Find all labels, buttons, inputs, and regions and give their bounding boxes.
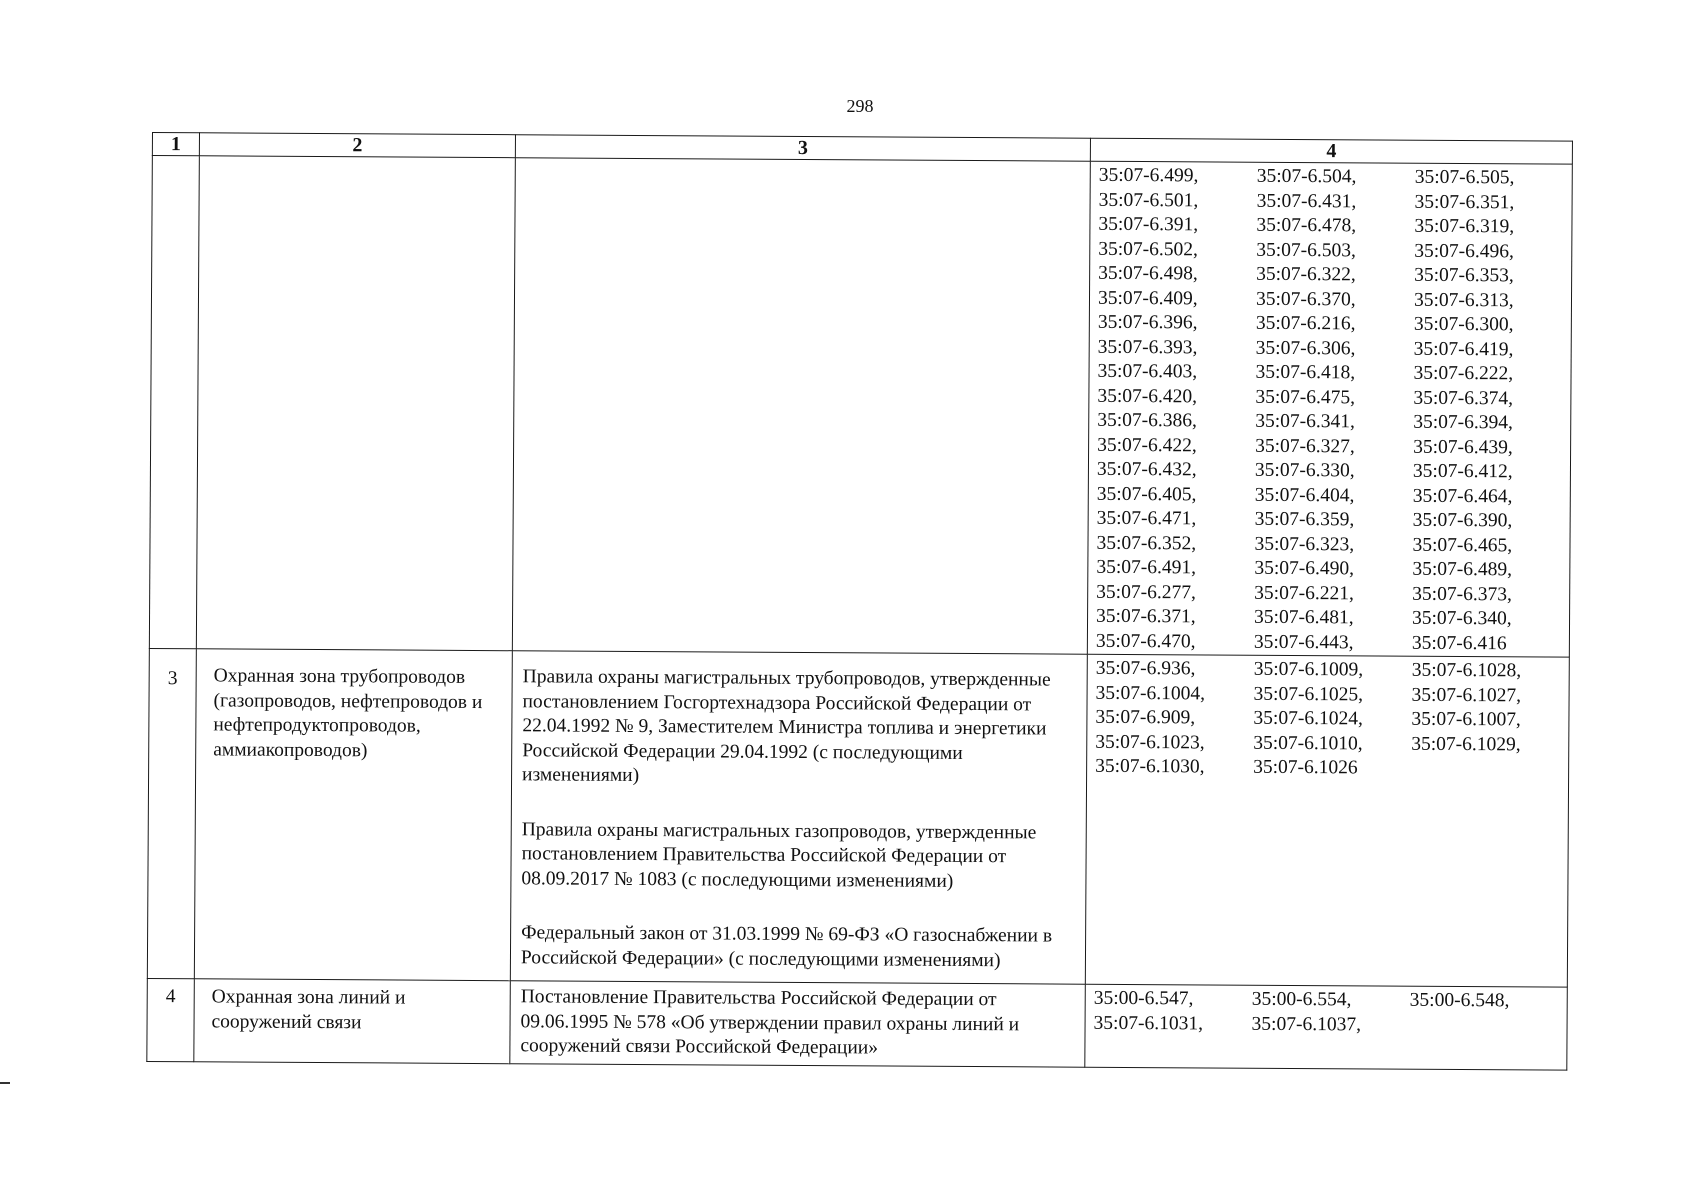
cadastral-code: 35:07-6.475, (1255, 386, 1356, 408)
cadastral-code: 35:07-6.432, (1096, 458, 1197, 481)
header-col-1: 1 (152, 133, 199, 156)
cadastral-code: 35:00-6.548, (1409, 989, 1510, 1012)
cadastral-code: 35:07-6.353, (1414, 264, 1514, 287)
cadastral-code: 35:07-6.936, (1095, 657, 1196, 680)
cadastral-code: 35:07-6.371, (1095, 605, 1196, 628)
cadastral-code: 35:07-6.323, (1254, 533, 1355, 555)
cadastral-code: 35:07-6.1029, (1411, 733, 1521, 755)
cadastral-code: 35:07-6.431, (1256, 190, 1357, 212)
row-number: 3 (147, 648, 196, 978)
cadastral-code: 35:07-6.491, (1096, 556, 1197, 579)
cadastral-code: 35:07-6.396, (1097, 311, 1198, 334)
cadastral-code: 35:07-6.490, (1254, 557, 1355, 580)
cadastral-code (1409, 1013, 1567, 1038)
cadastral-code: 35:07-6.504, (1256, 165, 1357, 188)
cadastral-code: 35:07-6.327, (1255, 435, 1355, 457)
cadastral-code: 35:07-6.1010, (1253, 732, 1363, 754)
zone-codes (1085, 654, 1569, 987)
page-number: 298 (846, 96, 874, 116)
cadastral-code: 35:07-6.1027, (1411, 684, 1522, 706)
cadastral-code: 35:07-6.394, (1413, 411, 1513, 434)
cadastral-code: 35:07-6.222, (1413, 362, 1514, 385)
cadastral-code: 35:07-6.489, (1412, 558, 1513, 581)
header-col-3: 3 (515, 135, 1090, 162)
codes-grid (1096, 164, 1568, 657)
cadastral-code: 35:07-6.1026 (1253, 756, 1358, 779)
cadastral-code: 35:07-6.390, (1412, 509, 1513, 532)
zone-name: Охранная зона трубопроводов (газопроводов, нефтепроводов и нефтепродуктопроводов, аммиакопроводов) (194, 649, 512, 981)
rule-paragraph: Правила охраны магистральных газопроводов, утвержденные постановлением Правительства Российской Федерации от 08.09.2017 № 1083 (с последующими изменениями) (521, 818, 1037, 892)
cadastral-code: 35:07-6.1023, (1095, 731, 1205, 753)
cadastral-code: 35:07-6.1030, (1095, 755, 1205, 778)
cadastral-code: 35:07-6.373, (1412, 583, 1512, 605)
cadastral-code: 35:07-6.221, (1254, 582, 1354, 604)
cadastral-code: 35:07-6.1004, (1095, 682, 1206, 704)
cadastral-code: 35:00-6.547, (1093, 987, 1194, 1010)
cadastral-code: 35:07-6.1031, (1093, 1012, 1204, 1034)
rule-paragraph: Постановление Правительства Российской Федерации от 09.06.1995 № 578 «Об утверждении правил охраны линий и сооружений связи Российской Федерации» (520, 986, 1020, 1059)
cadastral-code: 35:07-6.370, (1255, 288, 1356, 310)
cadastral-code: 35:07-6.391, (1098, 213, 1199, 236)
cadastral-code: 35:07-6.330, (1254, 459, 1355, 482)
cadastral-code: 35:07-6.412, (1412, 460, 1513, 483)
zone-rules (510, 651, 1087, 985)
zones-table (146, 132, 1573, 1070)
row-number: 4 (147, 978, 195, 1061)
zone-rules (510, 981, 1085, 1067)
cadastral-code: 35:07-6.478, (1256, 214, 1357, 237)
zone-codes (1087, 161, 1572, 657)
cadastral-code: 35:07-6.1024, (1253, 707, 1363, 730)
zone-codes (1085, 984, 1567, 1069)
zone-name (196, 156, 515, 651)
cadastral-code: 35:07-6.393, (1097, 336, 1198, 358)
cadastral-code: 35:07-6.277, (1096, 581, 1196, 603)
row-number (149, 156, 199, 649)
cadastral-code: 35:07-6.498, (1098, 262, 1198, 285)
cadastral-code: 35:07-6.420, (1097, 385, 1198, 407)
cadastral-code: 35:07-6.501, (1098, 189, 1199, 211)
cadastral-code: 35:07-6.439, (1413, 436, 1513, 458)
cadastral-code: 35:07-6.909, (1095, 706, 1196, 729)
codes-grid (1093, 987, 1562, 1039)
scan-edge-mark (0, 1082, 10, 1084)
cadastral-code: 35:07-6.503, (1256, 239, 1357, 261)
header-col-4: 4 (1090, 138, 1572, 164)
cadastral-code: 35:07-6.496, (1414, 240, 1515, 262)
cadastral-code: 35:07-6.418, (1255, 361, 1356, 384)
cadastral-code: 35:07-6.404, (1254, 484, 1355, 506)
cadastral-code: 35:07-6.341, (1255, 410, 1355, 433)
rule-paragraph: Федеральный закон от 31.03.1999 № 69-ФЗ «О газоснабжении в Российской Федерации» (с последующими изменениями) (520, 922, 1053, 971)
cadastral-code: 35:07-6.1007, (1411, 708, 1521, 731)
cadastral-code: 35:07-6.1009, (1253, 658, 1364, 681)
table-row (147, 978, 1567, 1069)
cadastral-code: 35:07-6.416 (1411, 632, 1507, 654)
zone-rules (512, 158, 1090, 655)
cadastral-code: 35:07-6.405, (1096, 483, 1197, 505)
cadastral-code: 35:00-6.554, (1251, 988, 1352, 1011)
cadastral-code (1411, 757, 1569, 782)
cadastral-code: 35:07-6.464, (1412, 485, 1513, 507)
cadastral-code: 35:07-6.313, (1413, 289, 1514, 311)
table-row (147, 648, 1569, 987)
cadastral-code: 35:07-6.499, (1098, 164, 1199, 187)
cadastral-code: 35:07-6.374, (1413, 387, 1514, 409)
zone-name: Охранная зона линий и сооружений связи (194, 979, 510, 1063)
cadastral-code: 35:07-6.470, (1095, 630, 1196, 652)
cadastral-code: 35:07-6.422, (1097, 434, 1197, 456)
cadastral-code: 35:07-6.443, (1253, 631, 1354, 653)
cadastral-code: 35:07-6.419, (1413, 338, 1514, 360)
cadastral-code: 35:07-6.502, (1098, 238, 1199, 260)
cadastral-code: 35:07-6.1025, (1253, 683, 1364, 705)
cadastral-code: 35:07-6.306, (1255, 337, 1356, 359)
cadastral-code: 35:07-6.319, (1414, 215, 1515, 238)
rule-paragraph: Правила охраны магистральных трубопроводов, утвержденные постановлением Госгортехнадзора Российской Федерации от 22.04.1992 № 9, Заместителем Министра топлива и энергетики Российской Федерации 29.04.1992 (с последующими изменениями) (522, 666, 1051, 786)
cadastral-code: 35:07-6.351, (1414, 191, 1515, 213)
cadastral-code: 35:07-6.471, (1096, 507, 1197, 530)
cadastral-code: 35:07-6.352, (1096, 532, 1197, 554)
header-col-2: 2 (199, 133, 515, 158)
codes-grid (1095, 657, 1565, 782)
cadastral-code: 35:07-6.481, (1253, 606, 1354, 629)
cadastral-code: 35:07-6.359, (1254, 508, 1355, 531)
cadastral-code: 35:07-6.340, (1411, 607, 1512, 630)
cadastral-code: 35:07-6.1037, (1251, 1013, 1362, 1035)
cadastral-code: 35:07-6.216, (1255, 312, 1356, 335)
cadastral-code: 35:07-6.1028, (1411, 659, 1522, 682)
cadastral-code: 35:07-6.322, (1256, 263, 1356, 286)
cadastral-code: 35:07-6.465, (1412, 534, 1513, 556)
table-row-continuation (149, 156, 1572, 658)
cadastral-code: 35:07-6.386, (1097, 409, 1197, 432)
cadastral-code: 35:07-6.505, (1414, 166, 1515, 189)
cadastral-code: 35:07-6.300, (1413, 313, 1514, 336)
cadastral-code: 35:07-6.403, (1097, 360, 1198, 383)
cadastral-code: 35:07-6.409, (1097, 287, 1198, 309)
